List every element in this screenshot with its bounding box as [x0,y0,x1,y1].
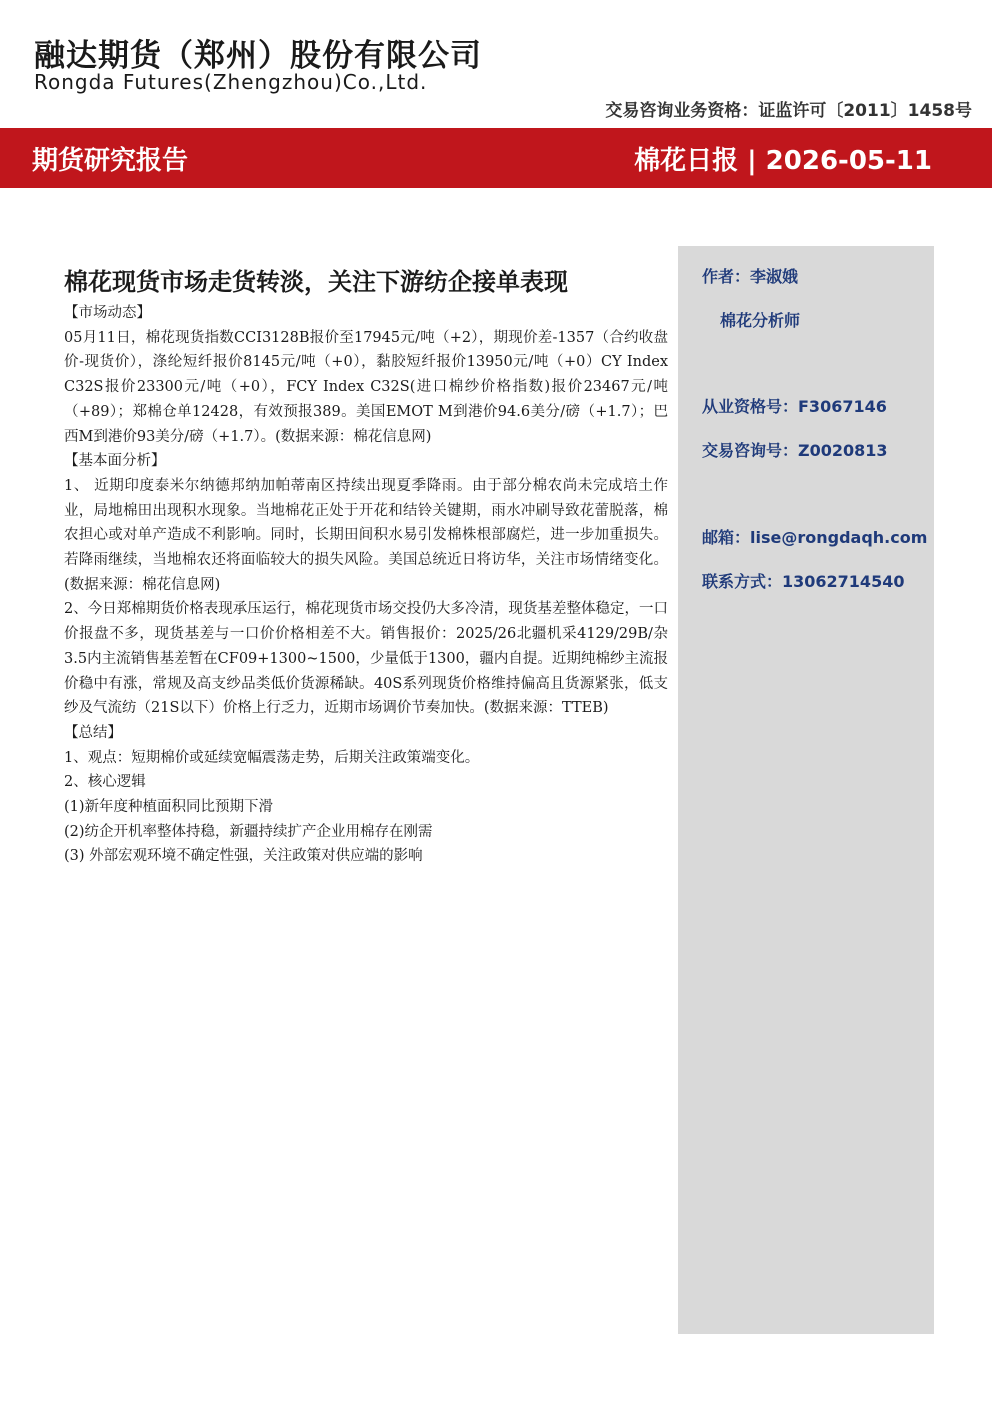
paragraph-fundamental-2: 2、今日郑棉期货价格表现承压运行，棉花现货市场交投仍大多冷清，现货基差整体稳定，一口价报盘不多，现货基差与一口价价格相差不大。销售报价：2025/26北疆机采4129/29B/杂3.5内主流销售基差暂在CF09+1300~1500，少量低于1300，疆内自提。近期纯棉纱主流报价稳中有涨，常规及高支纱品类低价货源稀缺。40S系列现货价格维持偏高且货源紧张，低支纱及气流纺（21S以下）价格上行乏力，近期市场调价节奏加快。(数据来源：TTEB) [64,601,668,717]
summary-logic-3: (3) 外部宏观环境不确定性强，关注政策对供应端的影响 [64,848,423,865]
author-phone: 联系方式：13062714540 [702,572,905,591]
section-heading-fundamental: 【基本面分析】 [64,453,166,470]
report-body [64,301,668,869]
qualification-number: 从业资格号：F3067146 [702,397,887,416]
banner-report-type: 期货研究报告 [32,146,189,176]
company-name-en: Rongda Futures(Zhengzhou)Co.,Ltd. [34,70,428,94]
summary-view: 1、观点：短期棉价或延续宽幅震荡走势，后期关注政策端变化。 [64,749,480,766]
consult-number: 交易咨询号：Z0020813 [702,441,888,460]
author-name: 作者：李淑娥 [702,267,799,286]
author-sidebar [678,246,934,1334]
paragraph-fundamental-1: 1、 近期印度泰米尔纳德邦纳加帕蒂南区持续出现夏季降雨。由于部分棉农尚未完成培土作业，局地棉田出现积水现象。当地棉花正处于开花和结铃关键期，雨水冲刷导致花蕾脱落，棉农担心或对单产造成不利影响。同时，长期田间积水易引发棉株根部腐烂，进一步加重损失。若降雨继续，当地棉农还将面临较大的损失风险。美国总统近日将访华，关注市场情绪变化。(数据来源：棉花信息网) [64,477,668,593]
report-banner [0,128,992,188]
company-name-cn: 融达期货（郑州）股份有限公司 [34,38,482,74]
report-title: 棉花现货市场走货转淡，关注下游纺企接单表现 [64,268,568,296]
summary-logic-heading: 2、核心逻辑 [64,774,146,791]
summary-logic-1: (1)新年度种植面积同比预期下滑 [64,799,274,816]
license-info: 交易咨询业务资格：证监许可〔2011〕1458号 [605,101,972,121]
author-role: 棉花分析师 [720,311,801,330]
paragraph-market: 05月11日，棉花现货指数CCI3128B报价至17945元/吨（+2），期现价差-1357（合约收盘价-现货价），涤纶短纤报价8145元/吨（+0），黏胶短纤报价13950元/吨（+0）CY Index C32S报价23300元/吨（+0），FCY Index C32S(进口棉纱价格指数)报价23467元/吨（+89）；郑棉仓单12428，有效预报389。美国EMOT M到港价94.6美分/磅（+1.7）；巴西M到港价93美分/磅（+1.7）。(数据来源：棉花信息网) [64,329,668,445]
banner-report-date: 棉花日报 | 2026-05-11 [634,146,932,176]
author-email[interactable]: 邮箱：lise@rongdaqh.com [702,528,928,547]
summary-logic-2: (2)纺企开机率整体持稳，新疆持续扩产企业用棉存在刚需 [64,823,433,840]
section-heading-summary: 【总结】 [64,724,122,741]
report-main [64,262,668,869]
section-heading-market: 【市场动态】 [64,305,151,321]
